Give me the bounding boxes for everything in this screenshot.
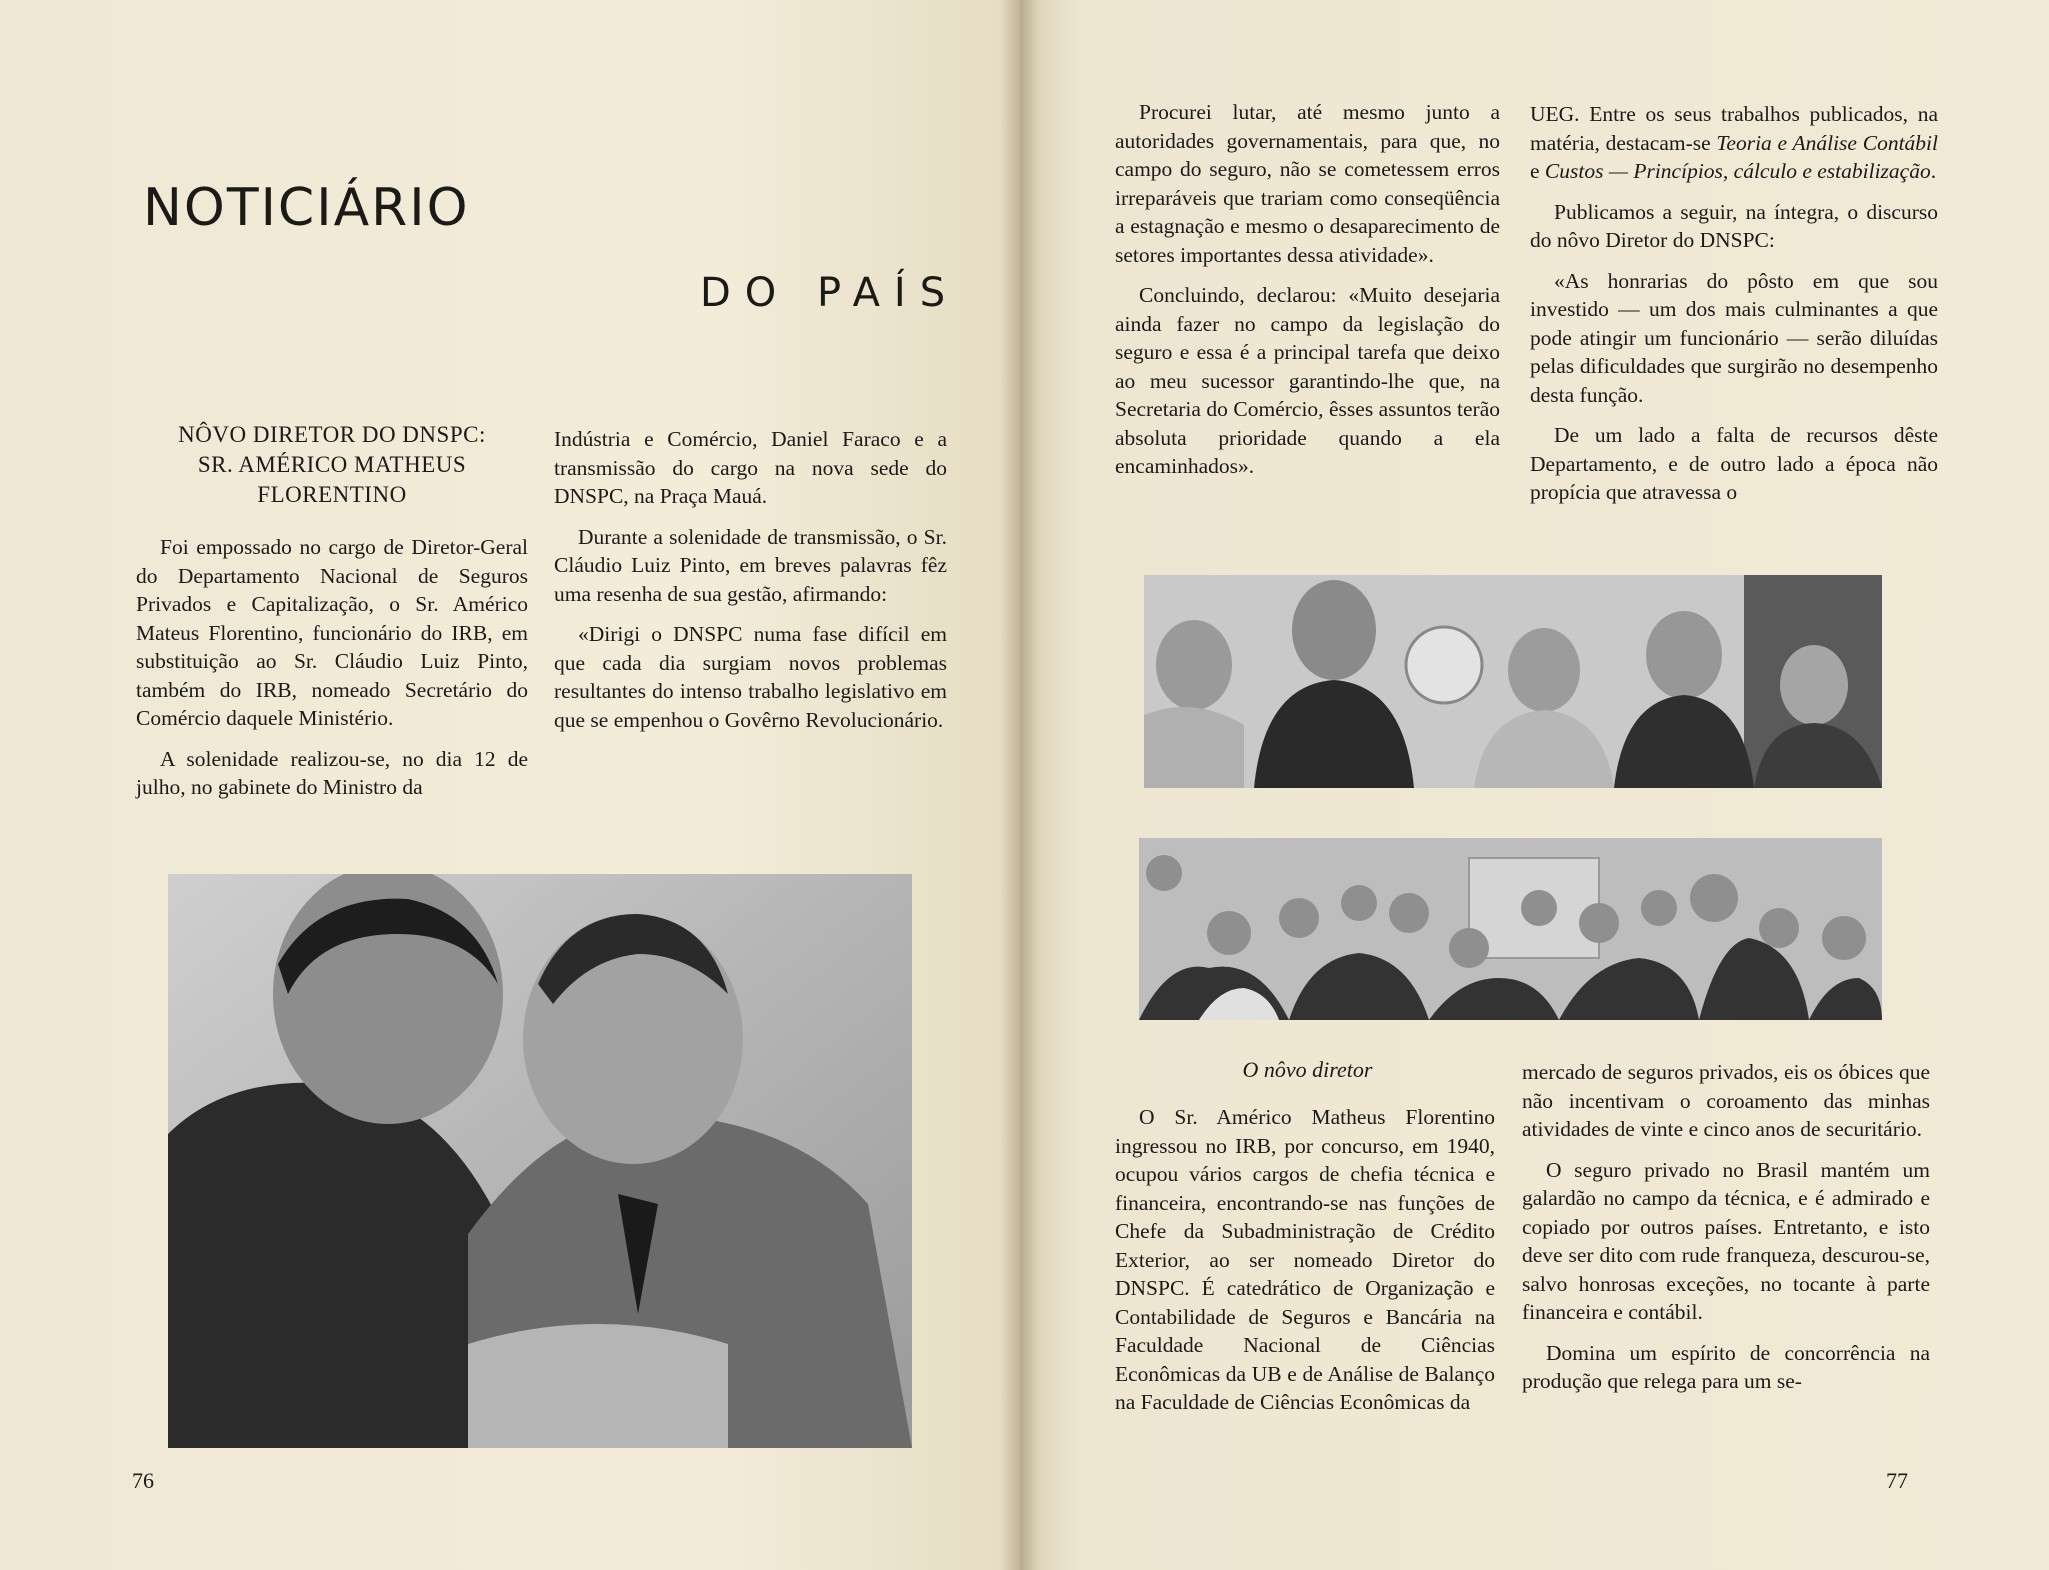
right-column-1-top [1115, 98, 1500, 493]
photo-group-2 [1139, 838, 1882, 1020]
paragraph: Concluindo, declarou: «Muito desejaria ainda fazer no campo da legislação do seguro e essa é a principal tarefa que deixo ao meu sucessor garantindo-lhe que, na Secretaria do Comércio, êsses assuntos terão absoluta prioridade quando a ela encaminhados». [1115, 283, 1500, 478]
photo-group-1-image [1144, 575, 1882, 788]
photo-handshake-image [168, 874, 912, 1448]
heading-line: FLORENTINO [257, 482, 407, 507]
left-column-1 [136, 533, 528, 814]
photo-handshake [168, 874, 912, 1448]
section-title: NOTICIÁRIO [143, 178, 470, 238]
left-page [0, 0, 1020, 1570]
photo-group-1 [1144, 575, 1882, 788]
section-subtitle: DO PAÍS [700, 270, 960, 316]
paragraph: mercado de seguros privados, eis os óbices que não incentivam o coroamento das minhas atividades de vinte e cinco anos de securitário. [1522, 1060, 1930, 1141]
page-number: 77 [1886, 1468, 1908, 1493]
paragraph: A solenidade realizou-se, no dia 12 de julho, no gabinete do Ministro da [136, 746, 528, 799]
photo-group-2-image [1139, 838, 1882, 1020]
paragraph: Publicamos a seguir, na íntegra, o discurso do nôvo Diretor do DNSPC: [1530, 199, 1938, 252]
right-column-1-bottom [1115, 1103, 1495, 1429]
right-column-2-top [1530, 100, 1938, 519]
left-column-2 [554, 425, 947, 746]
paragraph: Indústria e Comércio, Daniel Faraco e a transmissão do cargo na nova sede do DNSPC, na Praça Mauá. [554, 427, 947, 508]
right-page [1020, 0, 2049, 1570]
paragraph: Durante a solenidade de transmissão, o Sr. Cláudio Luiz Pinto, em breves palavras fêz uma resenha de sua gestão, afirmando: [554, 524, 947, 606]
right-column-2-bottom [1522, 1058, 1930, 1408]
paragraph: O Sr. Américo Matheus Florentino ingressou no IRB, por concurso, em 1940, ocupou vários cargos de chefia técnica e financeira, encontrando-se nas funções de Chefe da Subadministração de Crédito Exterior, ao ser nomeado Diretor do DNSPC. É catedrático de Organização e Contabilidade de Seguros e Bancária na Faculdade Nacional de Ciências Econômicas da UB e de Análise de Balanço na Faculdade de Ciências Econômicas da [1115, 1105, 1495, 1414]
paragraph: Procurei lutar, até mesmo junto a autoridades governamentais, para que, no campo do seguro, não se cometessem erros irreparáveis que trariam como conseqüência a estagnação e mesmo o desaparecimento de setores importantes dessa atividade». [1115, 100, 1500, 267]
paragraph: «As honrarias do pôsto em que sou investido — um dos mais culminantes a que pode atingir um funcionário — serão diluídas pelas dificuldades que surgirão no desempenho desta função. [1530, 268, 1938, 407]
photo-caption: O nôvo diretor [1242, 1057, 1373, 1082]
paragraph: Domina um espírito de concorrência na produção que relega para um se- [1522, 1340, 1930, 1393]
paragraph: De um lado a falta de recursos dêste Departamento, e de outro lado a época não propícia que atravessa o [1530, 423, 1938, 504]
paragraph: Foi empossado no cargo de Diretor-Geral do Departamento Nacional de Seguros Privados e Capitalização, o Sr. Américo Mateus Florentino, funcionário do IRB, em substituição ao Sr. Cláudio Luiz Pinto, também do IRB, nomeado Secretário do Comércio daquele Ministério. [136, 535, 528, 730]
book-gutter [1000, 0, 1040, 1570]
article-heading [132, 420, 532, 510]
paragraph: «Dirigi o DNSPC numa fase difícil em que cada dia surgiam novos problemas resultantes do intenso trabalho legislativo em que se empenhou o Govêrno Revolucionário. [554, 622, 947, 732]
heading-line: SR. AMÉRICO MATHEUS [197, 452, 467, 477]
page-number: 76 [132, 1468, 154, 1493]
heading-line: NÔVO DIRETOR DO DNSPC: [178, 422, 486, 447]
paragraph: UEG. Entre os seus trabalhos publicados, na matéria, destacam-se Teoria e Análise Contábil e Custos — Princípios, cálculo e estabilização. [1530, 102, 1938, 183]
paragraph: O seguro privado no Brasil mantém um galardão no campo da técnica, e é admirado e copiado por outros países. Entretanto, e isto deve ser dito com rude franqueza, descurou-se, salvo honrosas exceções, no tocante à parte financeira e contábil. [1522, 1157, 1930, 1324]
